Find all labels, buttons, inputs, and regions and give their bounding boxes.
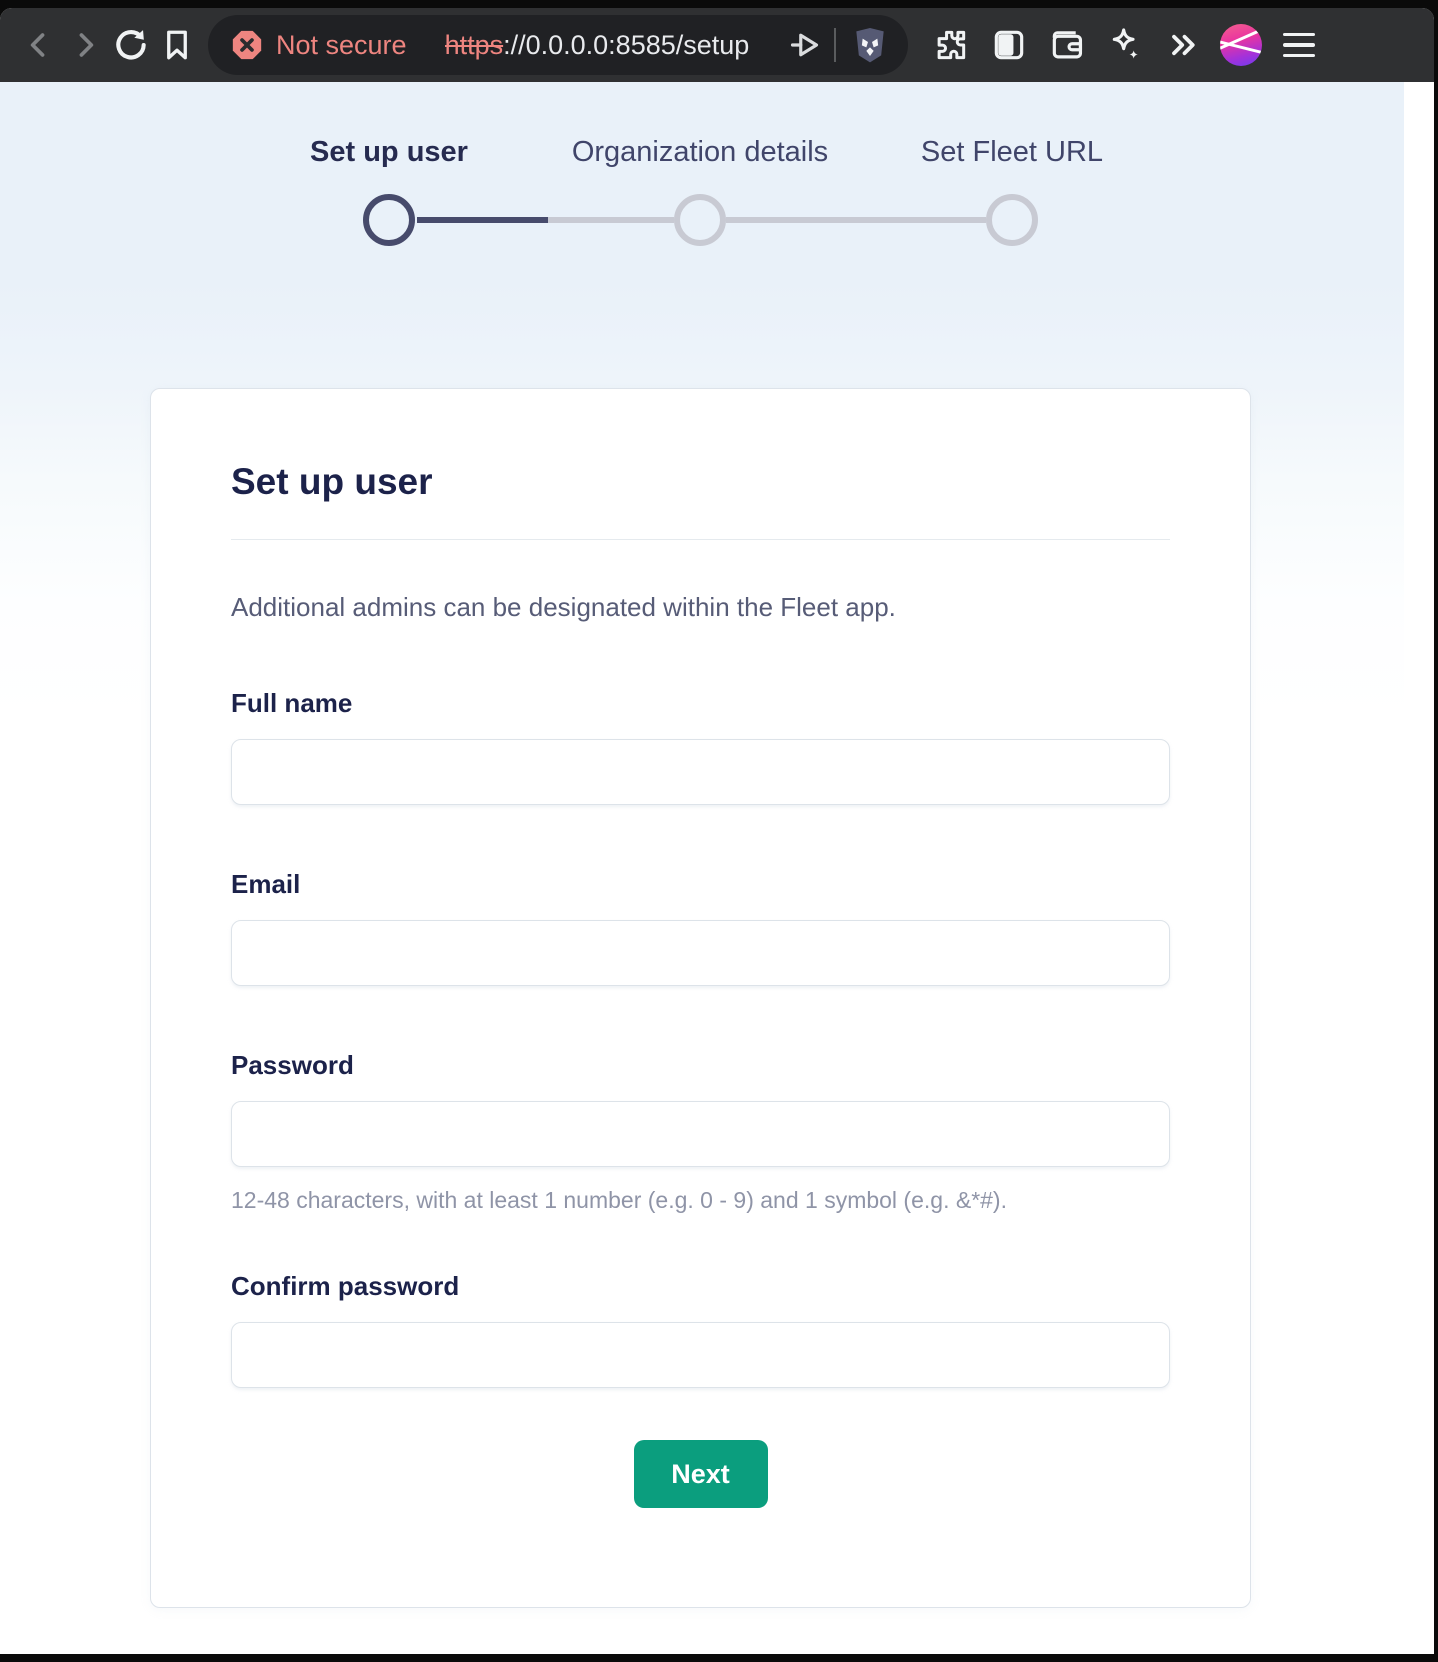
step-label: Set Fleet URL (920, 136, 1104, 168)
next-button[interactable]: Next (634, 1440, 768, 1508)
confirm-password-label: Confirm password (231, 1271, 460, 1301)
confirm-password-input[interactable] (231, 1322, 1170, 1388)
toolbar-right-cluster (918, 20, 1324, 70)
sidebar-button[interactable] (984, 20, 1034, 70)
full-name-input[interactable] (231, 739, 1170, 805)
bookmark-icon (159, 27, 195, 63)
browser-window (0, 8, 1434, 1654)
step-circle[interactable] (674, 194, 726, 246)
brave-shields-icon (850, 25, 890, 65)
browser-toolbar (0, 8, 1434, 82)
sidebar-icon (990, 26, 1028, 64)
url-text (445, 30, 788, 61)
extensions-button[interactable] (926, 20, 976, 70)
share-button[interactable] (788, 27, 824, 63)
password-hint: 12-48 characters, with at least 1 number (e.g. 0 - 9) and 1 symbol (e.g. &*#). (231, 1187, 1007, 1213)
step-set-up-user (228, 132, 550, 246)
setup-stepper (0, 82, 1434, 352)
reload-button[interactable] (108, 22, 154, 68)
forward-button[interactable] (62, 22, 108, 68)
more-chevrons-icon (1165, 27, 1201, 63)
stepper-progress-line (417, 217, 548, 223)
stepper-line (548, 217, 674, 223)
setup-card (150, 388, 1251, 1608)
extensions-icon (932, 26, 970, 64)
full-name-label: Full name (231, 688, 353, 718)
overflow-button[interactable] (1158, 20, 1208, 70)
back-icon (22, 28, 56, 62)
not-secure-label: Not secure (276, 29, 407, 60)
card-divider (231, 539, 1170, 540)
avatar (1220, 24, 1262, 66)
email-input[interactable] (231, 920, 1170, 986)
rewards-icon (1105, 25, 1145, 65)
step-organization-details (539, 132, 861, 246)
forward-icon (68, 28, 102, 62)
wallet-icon (1048, 26, 1086, 64)
bookmark-button[interactable] (154, 22, 200, 68)
url-scheme-struck: https (444, 29, 504, 60)
step-circle[interactable] (986, 194, 1038, 246)
step-set-fleet-url (851, 132, 1173, 246)
not-secure-icon (230, 28, 264, 62)
back-button[interactable] (16, 22, 62, 68)
scrollbar[interactable] (1404, 82, 1434, 1654)
card-title: Set up user (231, 461, 433, 502)
step-circle-active[interactable] (363, 194, 415, 246)
reload-icon (112, 26, 150, 64)
password-label: Password (231, 1050, 354, 1080)
urlbar-divider (834, 28, 836, 62)
profile-button[interactable] (1216, 20, 1266, 70)
stepper-line (726, 217, 986, 223)
password-input[interactable] (231, 1101, 1170, 1167)
step-label: Set up user (310, 136, 468, 168)
step-label: Organization details (571, 136, 829, 168)
brave-shields-button[interactable] (850, 25, 890, 65)
setup-page (0, 82, 1434, 1654)
card-description: Additional admins can be designated within the Fleet app. (231, 592, 896, 622)
wallet-button[interactable] (1042, 20, 1092, 70)
menu-icon (1283, 33, 1315, 58)
rewards-button[interactable] (1100, 20, 1150, 70)
address-bar[interactable] (208, 15, 908, 75)
url-rest: ://0.0.0.0:8585/setup (503, 29, 750, 60)
share-icon (788, 27, 824, 63)
email-label: Email (231, 869, 301, 899)
menu-button[interactable] (1274, 20, 1324, 70)
